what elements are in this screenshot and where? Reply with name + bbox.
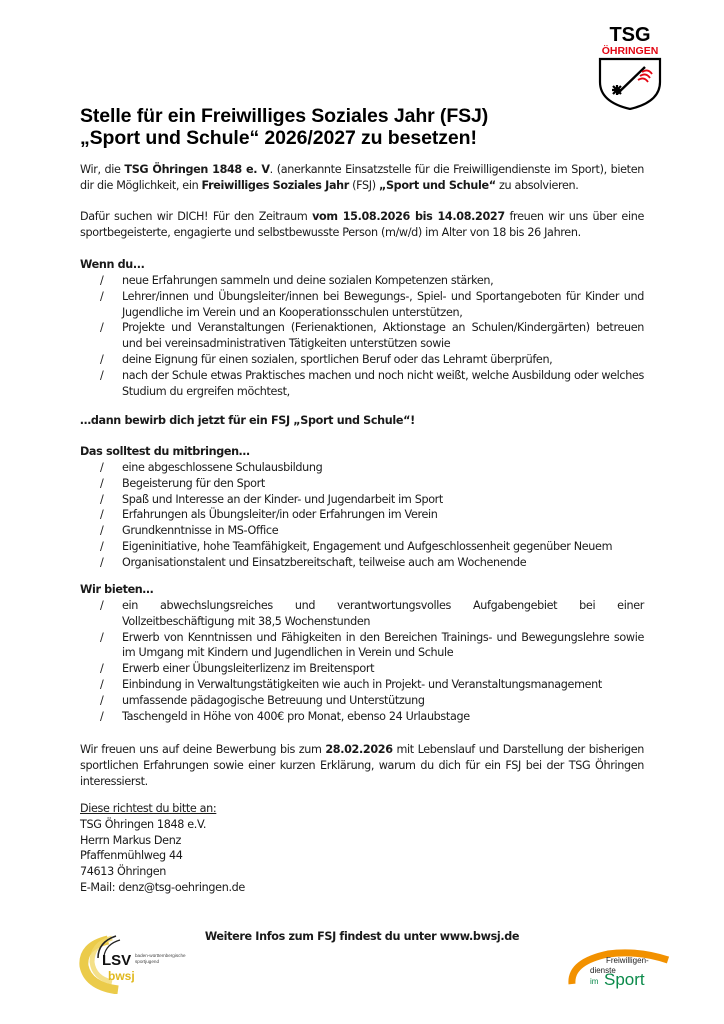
fds-line-4: Sport (604, 970, 645, 989)
slash-bullet-icon: / (100, 630, 104, 644)
contact-block (80, 801, 245, 896)
list-item (80, 476, 644, 492)
slash-bullet-icon: / (100, 321, 104, 335)
slash-bullet-icon: / (100, 476, 104, 490)
slash-bullet-icon: / (100, 599, 104, 612)
list-item-text: Eigeninitiative, hohe Teamfähigkeit, Engagement und Aufgeschlossenheit gegenüber Neuem (122, 539, 613, 553)
slash-bullet-icon: / (100, 368, 104, 382)
application-text: Wir freuen uns auf deine Bewerbung bis zum (80, 743, 326, 756)
slash-bullet-icon: / (100, 709, 104, 723)
section-heading-wir-bieten: Wir bieten… (80, 583, 154, 596)
fds-line-3: im (590, 977, 599, 986)
intro-text: (FSJ) (348, 178, 379, 192)
slash-bullet-icon: / (100, 662, 104, 676)
title-line-2: „Sport und Schule“ 2026/2027 zu besetzen! (80, 127, 477, 149)
period-dates: vom 15.08.2026 bis 14.08.2027 (312, 210, 505, 223)
program-name: „Sport und Schule“ (378, 178, 496, 192)
period-text: Dafür suchen wir DICH! Für den Zeitraum (80, 210, 313, 223)
footer-link[interactable]: www.bwsj.de (439, 930, 520, 943)
list-item-text: nach der Schule etwas Praktisches machen und noch nicht weißt, welche Ausbildung oder welches Studium du ergreifen möchtest, (122, 368, 644, 398)
lsv-subtitle: baden-württembergische (135, 953, 186, 958)
title-line-1: Stelle für ein Freiwilliges Soziales Jahr (FSJ) (80, 105, 489, 127)
club-name: TSG Öhringen 1848 e. V (124, 163, 270, 176)
slash-bullet-icon: / (100, 539, 104, 553)
lsv-subtitle: sportjugend (135, 959, 160, 964)
application-text: mit Lebenslauf und Darstellung der bisherigen sportlichen Erfahrungen sowie einer kurzen Erklärung, warum du dich für ein FSJ bei der TSG Öhringen interessierst. (80, 743, 644, 788)
contact-street: Pfaffenmühlweg 44 (80, 849, 183, 863)
wir-bieten-list (80, 598, 644, 724)
wenn-du-list (80, 273, 644, 399)
tsg-logo-subtext: ÖHRINGEN (601, 45, 659, 57)
intro-text: Wir, die (80, 163, 125, 176)
page-title (80, 105, 488, 149)
list-item-text: neue Erfahrungen sammeln und deine sozialen Kompetenzen stärken, (122, 274, 494, 287)
fsj-name: Freiwilliges Soziales Jahr (201, 178, 349, 192)
list-item (80, 677, 644, 693)
application-deadline: 28.02.2026 (325, 743, 393, 756)
freiwilligendienste-im-sport-logo (568, 948, 680, 994)
fds-line-1: Freiwilligen- (606, 956, 649, 965)
period-paragraph (80, 209, 644, 241)
list-item-text: Spaß und Interesse an der Kinder- und Jugendarbeit im Sport (122, 492, 443, 506)
slash-bullet-icon: / (100, 693, 104, 707)
contact-email[interactable]: E-Mail: denz@tsg-oehringen.de (80, 880, 245, 894)
section-heading-wenn-du: Wenn du... (80, 258, 145, 271)
list-item-text: Taschengeld in Höhe von 400€ pro Monat, ebenso 24 Urlaubstage (122, 709, 470, 723)
slash-bullet-icon: / (100, 289, 104, 303)
application-paragraph (80, 742, 644, 789)
list-item (80, 630, 644, 662)
list-item-text: ein abwechslungsreiches und verantwortungsvolles Aufgabengebiet bei einer Vollzeitbeschäftigung mit 38,5 Wochenstunden (122, 599, 644, 628)
list-item (80, 661, 644, 677)
call-to-action: …dann bewirb dich jetzt für ein FSJ „Sport und Schule“! (80, 414, 415, 427)
contact-city: 74613 Öhringen (80, 865, 167, 879)
tsg-logo-text: TSG (609, 24, 651, 46)
list-item-text: Erfahrungen als Übungsleiter/in oder Erfahrungen im Verein (122, 508, 438, 522)
slash-bullet-icon: / (100, 508, 104, 522)
list-item-text: Erwerb von Kenntnissen und Fähigkeiten in den Bereichen Trainings- und Bewegungslehre sowie im Umgang mit Kindern und Jugendlichen in Verein und Schule (122, 630, 644, 660)
bwsj-mark: bwsj (108, 969, 135, 983)
slash-bullet-icon: / (100, 352, 104, 366)
list-item (80, 523, 644, 539)
contact-heading: Diese richtest du bitte an: (80, 802, 217, 815)
list-item (80, 507, 644, 523)
footer-text: Weitere Infos zum FSJ findest du unter (204, 930, 440, 943)
list-item (80, 320, 644, 352)
list-item-text: Organisationstalent und Einsatzbereitschaft, teilweise auch am Wochenende (122, 555, 527, 569)
list-item-text: Erwerb einer Übungsleiterlizenz im Breitensport (122, 662, 375, 676)
list-item-text: Projekte und Veranstaltungen (Ferienaktionen, Aktionstage an Schulen/Kindergärten) betreuen und bei vereinsadministrativen Tätigkeiten unterstützen sowie (122, 321, 644, 351)
intro-paragraph (80, 162, 644, 194)
list-item (80, 555, 644, 571)
list-item (80, 709, 644, 725)
list-item-text: Einbindung in Verwaltungstätigkeiten wie auch in Projekt- und Veranstaltungsmanagement (122, 677, 602, 691)
contact-org: TSG Öhringen 1848 e.V. (80, 817, 207, 831)
list-item (80, 492, 644, 508)
list-item (80, 539, 644, 555)
slash-bullet-icon: / (100, 492, 104, 506)
slash-bullet-icon: / (100, 524, 104, 538)
lsv-bwsj-logo (78, 932, 198, 994)
list-item-text: Begeisterung für den Sport (122, 476, 265, 490)
list-item (80, 352, 644, 368)
lsv-mark: LSV (102, 952, 132, 969)
list-item (80, 273, 644, 289)
intro-text: . (anerkannte Einsatzstelle für die Freiwilligendienste im Sport), bieten dir die Möglichkeit, ein (80, 163, 644, 192)
slash-bullet-icon: / (100, 555, 104, 569)
list-item (80, 598, 644, 630)
slash-bullet-icon: / (100, 274, 104, 287)
list-item-text: eine abgeschlossene Schulausbildung (122, 461, 323, 474)
mitbringen-list (80, 460, 644, 571)
slash-bullet-icon: / (100, 461, 104, 474)
list-item-text: Grundkenntnisse in MS-Office (122, 524, 279, 538)
list-item-text: Lehrer/innen und Übungsleiter/innen bei Bewegungs-, Spiel- und Sportangeboten für Kinder und Jugendliche im Verein und an Kooperationsschulen unterstützen, (122, 289, 644, 319)
slash-bullet-icon: / (100, 677, 104, 691)
shield-icon (600, 59, 660, 109)
period-text: freuen wir uns über eine sportbegeisterte, engagierte und selbstbewusste Person (m/w/d) im Alter von 18 bis 26 Jahren. (80, 210, 644, 239)
section-heading-mitbringen: Das solltest du mitbringen… (80, 445, 250, 458)
list-item (80, 460, 644, 476)
intro-text: zu absolvieren. (495, 178, 579, 192)
list-item-text: deine Eignung für einen sozialen, sportlichen Beruf oder das Lehramt überprüfen, (122, 352, 553, 366)
key-bit-icon (612, 85, 622, 95)
fds-line-2: dienste (590, 966, 616, 975)
list-item-text: umfassende pädagogische Betreuung und Unterstützung (122, 693, 425, 707)
contact-person: Herrn Markus Denz (80, 833, 181, 847)
list-item (80, 368, 644, 400)
list-item (80, 289, 644, 321)
tsg-oehringen-logo (590, 24, 670, 110)
list-item (80, 693, 644, 709)
